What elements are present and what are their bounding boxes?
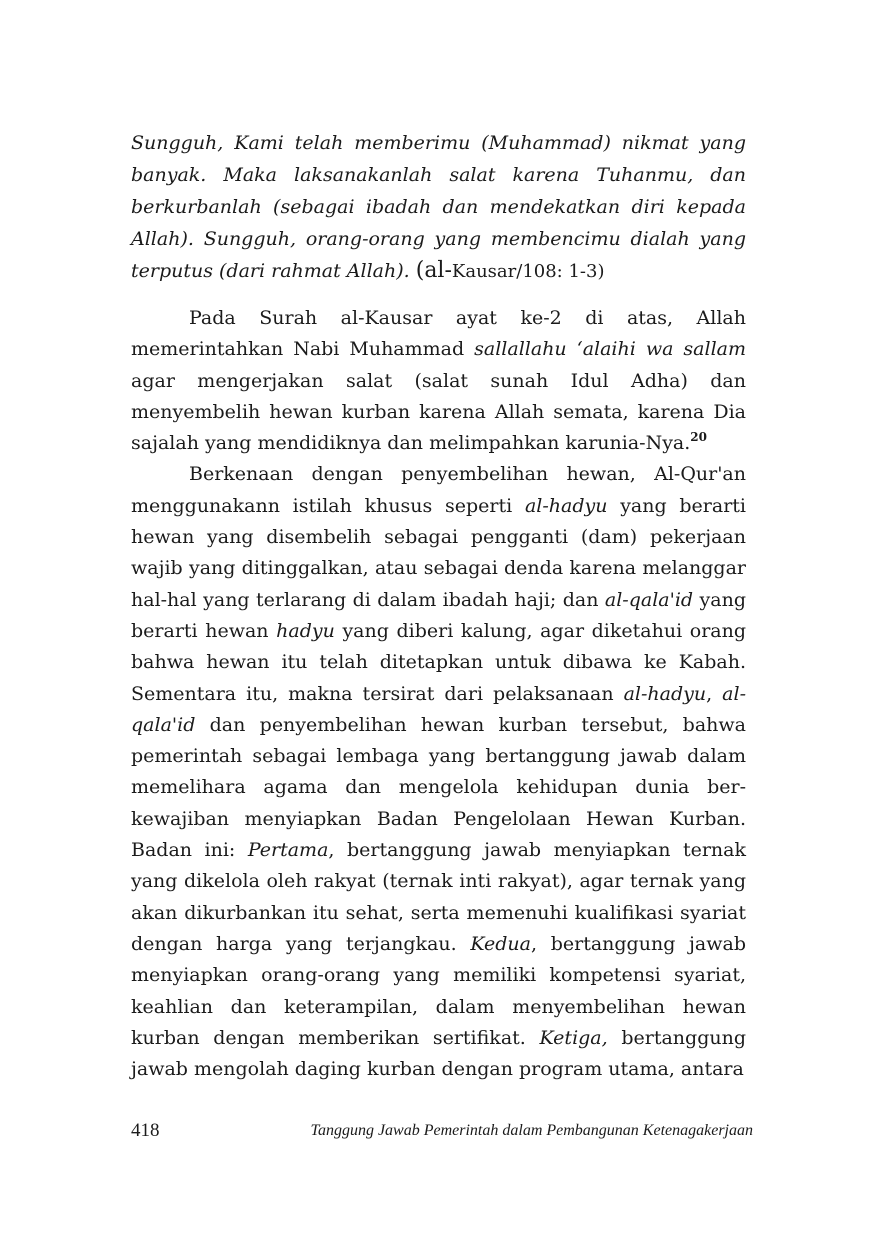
paragraph-2-text: yang berarti hewan yang disembelih sebagai pengganti (dam) pekerjaan wajib yang ditinggalkan, atau sebagai denda karena melanggar hal-hal yang terlarang di dalam ibadah haji; dan <box>131 494 746 611</box>
paragraph-1 <box>131 303 746 459</box>
paragraph-2-text: bertanggung jawab mengolah daging kurban dengan program utama, antara <box>131 1026 746 1081</box>
paragraph-2 <box>131 459 746 1085</box>
quote-reference-prefix: (al- <box>415 258 452 283</box>
paragraph-1-text-end: agar mengerjakan salat (salat sunah Idul Adha) dan menyembelih hewan kurban karena Allah semata, karena Dia sajalah yang mendidiknya dan melimpahkan karunia-Nya. <box>131 369 746 455</box>
paragraph-2-text: yang diberi kalung, agar diketahui orang bahwa hewan itu telah ditetapkan untuk dibawa ke Kabah. Sementara itu, makna tersirat dari pelaksanaan <box>131 619 746 705</box>
paragraph-2-text: yang berarti hewan <box>131 588 746 642</box>
term-hadyu: hadyu <box>276 619 335 642</box>
paragraph-1-text: Pada Surah al-Kausar ayat ke-2 di atas, Allah memerintahkan Nabi Muhammad <box>131 307 746 361</box>
paragraph-2-text: , bertanggung jawab menyiapkan orang-orang yang memiliki kompetensi syariat, keahlian dan keterampilan, dalam menyembelihan hewan kurban dengan memberikan sertifikat. <box>131 932 746 1049</box>
quran-translation-quote <box>131 127 746 288</box>
page-content <box>131 127 746 1085</box>
term-al-hadyu: al-hadyu <box>623 682 707 705</box>
quote-reference: Kausar/108: 1-3) <box>451 261 605 282</box>
quote-text: Sungguh, Kami telah memberimu (Muhammad) nikmat yang banyak. Maka laksanakanlah salat karena Tuhanmu, dan berkurbanlah (sebagai ibadah dan mendekatkan diri kepada Allah). Sungguh, orang-orang yang membencimu dialah yang terputus (dari rahmat Allah). <box>131 132 746 282</box>
paragraph-2-text: , <box>706 682 723 705</box>
page-number: 418 <box>131 1120 160 1141</box>
running-title: Tanggung Jawab Pemerintah dalam Pembangunan Ketenagakerjaan <box>310 1122 753 1139</box>
term-kedua: Kedua <box>470 932 531 955</box>
term-al-qalaid: al-qala'id <box>131 682 746 736</box>
paragraph-2-text: , bertanggung jawab menyiapkan ternak yang dikelola oleh rakyat (ternak inti rakyat), agar ternak yang akan dikurbankan itu sehat, serta memenuhi kualifikasi syariat dengan harga yang terjangkau. <box>131 839 746 955</box>
footnote-marker[interactable]: 20 <box>690 430 707 445</box>
term-al-hadyu: al-hadyu <box>524 494 608 517</box>
term-pertama: Pertama <box>247 839 329 862</box>
paragraph-2-text: dan penyembelihan hewan kurban tersebut, bahwa pemerintah sebagai lembaga yang bertanggung jawab dalam memelihara agama dan mengelola kehidupan dunia berkewajiban menyiapkan Badan Pengelolaan Hewan Kurban. Badan ini: <box>131 713 746 862</box>
paragraph-2-text: Berkenaan dengan penyembelihan hewan, Al-Qur'an menggunakann istilah khusus seperti <box>131 463 746 517</box>
paragraph-1-italic: sallallahu ‘alaihi wa sallam <box>474 338 746 361</box>
term-al-qalaid: al-qala'id <box>604 588 694 611</box>
term-ketiga: Ketiga, <box>539 1026 608 1049</box>
